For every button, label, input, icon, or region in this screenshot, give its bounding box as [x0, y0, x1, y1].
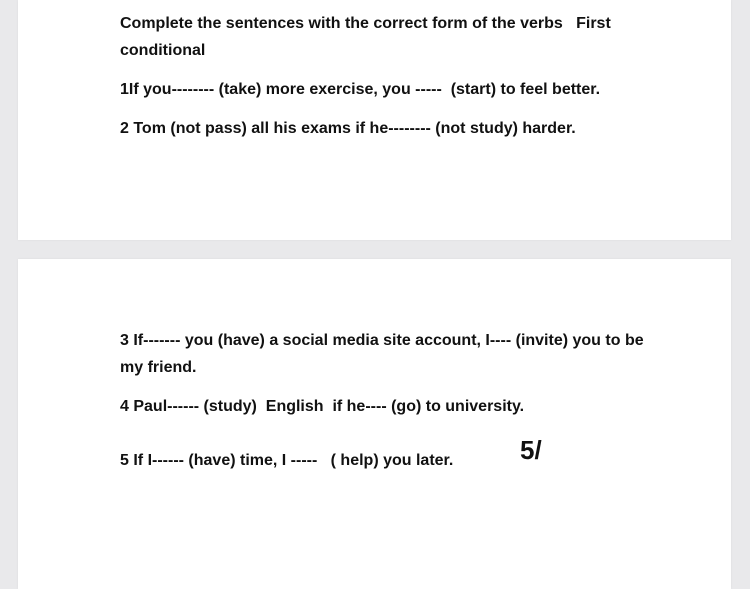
sentence-2: 2 Tom (not pass) all his exams if he-------- (not study) harder.: [120, 120, 576, 137]
sentence-4: 4 Paul------ (study) English if he---- (go) to university.: [120, 398, 525, 415]
instruction-line-1: Complete the sentences with the correct form of the verbs First: [120, 15, 611, 32]
worksheet-page-1: [18, 0, 731, 240]
instruction-line-2: conditional: [120, 42, 206, 59]
sentence-3-line-2: my friend.: [120, 359, 197, 376]
worksheet-page-2: [18, 259, 731, 589]
sentence-1: 1If you-------- (take) more exercise, you ----- (start) to feel better.: [120, 81, 601, 98]
score-mark: 5/: [520, 435, 542, 465]
sentence-5: 5 If I------ (have) time, I ----- ( help) you later.: [120, 452, 454, 469]
sentence-3-line-1: 3 If------- you (have) a social media site account, I---- (invite) you to be: [120, 332, 644, 349]
